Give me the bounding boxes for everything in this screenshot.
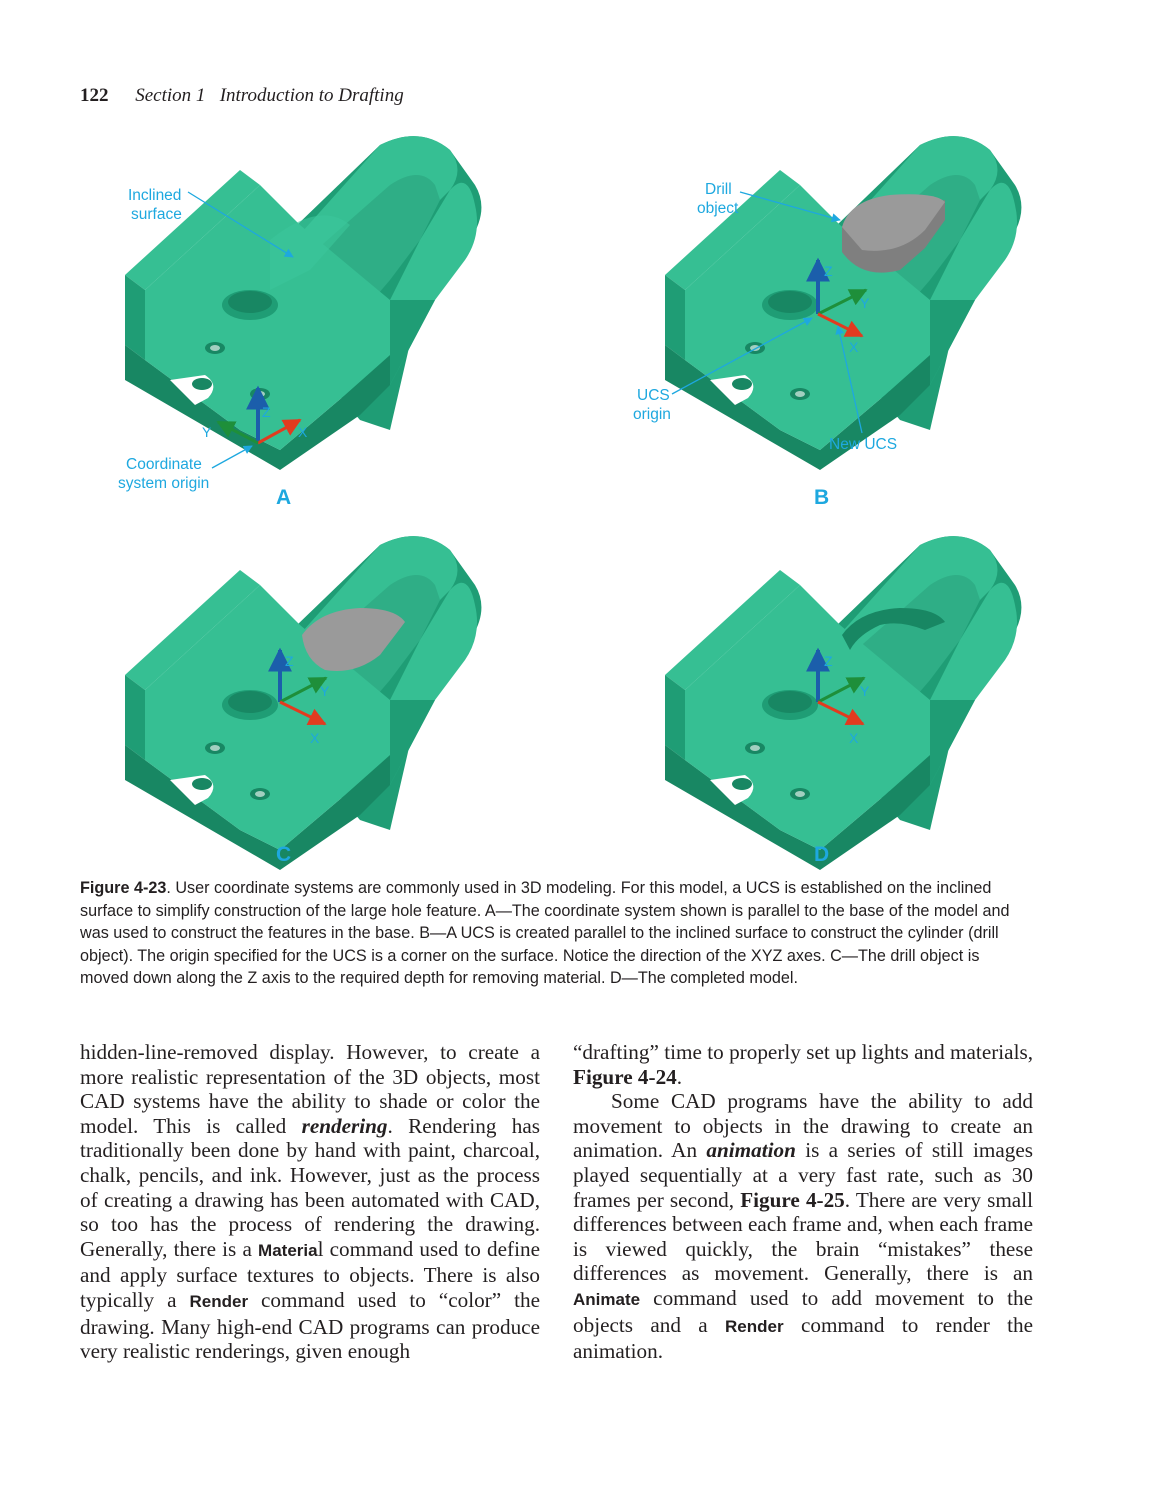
text-run: Some CAD programs have the ability to add movement to objects in the drawing to create an animation. An (573, 1089, 1033, 1163)
callout-inclined-surface-line2: surface (131, 206, 182, 223)
text-run: “drafting” time to properly set up lights and materials, (573, 1040, 1033, 1064)
body-column-left (80, 1040, 540, 1364)
callout-origin-line2: system origin (118, 475, 210, 492)
panel-b (633, 136, 1021, 509)
running-head (135, 85, 403, 106)
panel-letter-b: B (814, 486, 830, 509)
text-run: hidden-line-removed display. However, to create a more realistic representation of the 3D objects, most CAD systems have the ability to shade or color the model. This is called (80, 1040, 540, 1138)
callout-new-ucs: New UCS (829, 436, 898, 453)
axis-label-z-c: Z (285, 653, 294, 669)
text-run: is a series of still images played sequentially at a very fast rate, such as 30 frames per second, (573, 1138, 1033, 1212)
callout-drill-line1: Drill (705, 181, 732, 198)
command-material: Materia (258, 1240, 318, 1260)
axis-label-y-a: Y (202, 424, 212, 440)
text-run: . (676, 1064, 683, 1089)
command-render: Render (725, 1316, 784, 1336)
text-run: command used to add movement to the objects and a (573, 1285, 1033, 1337)
axis-label-x-a: X (298, 424, 308, 440)
figure-caption (80, 877, 1030, 990)
caption-text: . User coordinate systems are commonly used in 3D modeling. For this model, a UCS is established on the inclined surface to simplify construction of the large hole feature. A—The coordinate system shown is parallel to the base of the model and was used to construct the features in the base. B—A UCS is created parallel to the inclined surface to construct the cylinder (drill object). The origin specified for the UCS is a corner on the surface. Notice the direction of the XYZ axes. C—The drill object is moved down along the Z axis to the required depth for removing material. D—The completed model. (80, 879, 1010, 988)
page-header (80, 85, 404, 107)
panel-letter-c: C (276, 843, 292, 866)
text-run: command to render the animation. (573, 1312, 1033, 1364)
axis-label-y-d: Y (860, 683, 870, 699)
figure-illustration (0, 130, 1156, 880)
axis-label-y-c: Y (320, 683, 330, 699)
panel-letter-d: D (814, 843, 830, 866)
body-column-right (573, 1040, 1033, 1364)
panel-d (665, 536, 1021, 870)
callout-ucs-origin-line1: UCS (637, 387, 670, 404)
command-render: Render (189, 1291, 249, 1311)
callout-origin-line1: Coordinate (126, 456, 202, 473)
axis-label-x-b: X (849, 339, 859, 355)
callout-drill-line2: object (697, 200, 739, 217)
figure-4-23 (0, 130, 1156, 880)
panel-letter-a: A (276, 486, 292, 509)
panel-c (125, 536, 481, 870)
figure-reference-4-24: Figure 4-24 (573, 1064, 677, 1089)
figure-reference-4-25: Figure 4-25 (740, 1187, 845, 1212)
text-run: command used to “color” the drawing. Many high-end CAD programs can produce very realistic renderings, given enough (80, 1287, 540, 1364)
axis-label-z-a: Z (262, 404, 271, 420)
axis-label-y-b: Y (860, 295, 870, 311)
axis-label-x-d: X (849, 730, 859, 746)
callout-inclined-surface-line1: Inclined (128, 187, 182, 204)
section-label: Section 1 (135, 85, 206, 106)
axis-label-x-c: X (310, 730, 320, 746)
caption-figure-label: Figure 4-23 (80, 879, 167, 897)
body-paragraph (573, 1040, 1033, 1089)
body-paragraph (80, 1040, 540, 1364)
panel-a (118, 136, 481, 509)
axis-label-z-d: Z (824, 653, 833, 669)
page-number: 122 (80, 85, 109, 106)
body-paragraph (573, 1089, 1033, 1364)
callout-ucs-origin-line2: origin (633, 406, 671, 423)
callout-arrow-origin (212, 446, 252, 468)
command-animate: Animate (573, 1289, 641, 1309)
axis-label-z-b: Z (824, 263, 833, 279)
text-run: l command used to define and apply surface textures to objects. There is also typically a (80, 1236, 540, 1312)
term-animation: animation (706, 1138, 796, 1163)
term-rendering: rendering (301, 1113, 388, 1138)
text-run: . There are very small differences between each frame and, when each frame is viewed quickly, the brain “mistakes” these differences as movement. Generally, there is an (573, 1187, 1033, 1286)
section-title: Introduction to Drafting (219, 85, 404, 106)
text-run: . Rendering has traditionally been done by hand with paint, charcoal, chalk, pencils, and ink. However, just as the process of creating a drawing has been automated with CAD, so too has the process of rendering the drawing. Generally, there is a (80, 1113, 540, 1261)
